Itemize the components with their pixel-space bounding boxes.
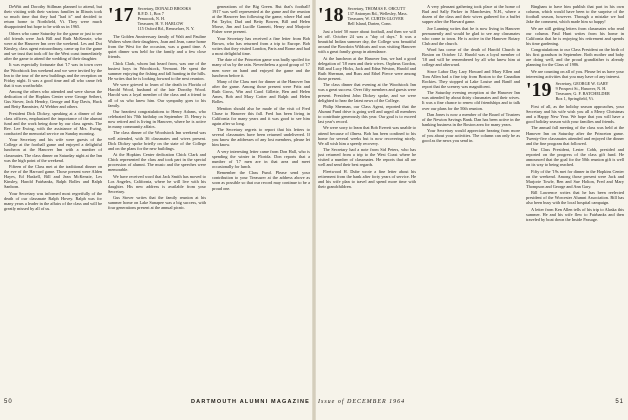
paragraph: Your Secretary would appreciate hearing from more of you about your activities. The column can only be as good as the news you send in. (422, 128, 520, 144)
paragraph: Your Secretary and his wife were guests of the College at the football game and enjoyed a delightful luncheon at the Hanover Inn with a number of classmates. The class dinner on Saturday night at the Inn was the high point of the weekend. (4, 137, 102, 163)
paragraph: generations of the Big Green. But that's football! 1917 was well represented at the game and the reunion at the Hanover Inn following the game, where Hal and Pat Taylor, Dud and Betty Bowen, Bill and Helen Morse, Jim and Lucille Gannett, Henry and Marjorie Fisher were present. (212, 4, 310, 35)
paragraph: The class dinner of the Woodstock Inn weekend was well attended, with 36 classmates and wives present. Dick Dickey spoke briefly on the state of the College and on the plans for the new buildings. (108, 130, 206, 151)
right-column-2 (422, 4, 520, 396)
paragraph: Dan Jones is now a member of the Board of Trustees of the Newton Savings Bank. Dan has been active in the banking business in the Boston area for many years. (422, 111, 520, 127)
paragraph: Word has come of the death of Harold Church in Boston on October 12. Harold was a loyal member of '18 and will be remembered by all who knew him at college and afterward. (422, 47, 520, 68)
class-year: '17 (108, 4, 134, 26)
paragraph: The Secretary had a note from Sid Peters, who has just returned from a trip to the West Coast where he visited a number of classmates. He reports that all are well and send their best regards. (318, 147, 416, 168)
paragraph: Your Secretary was informed most regretfully of the death of our classmate Ralph Hovey. Ralph was for many years a leader in the affairs of the class and will be greatly missed by all of us. (4, 190, 102, 211)
right-page (318, 4, 624, 408)
page-number: 50 (4, 399, 13, 405)
paragraph: First of all, as the holiday season approaches, your Secretary and his wife wish you all a Merry Christmas and a Happy New Year. We hope that you will have a good holiday season with your families and friends. (526, 103, 624, 125)
left-column-2 (108, 4, 206, 396)
class-year: '18 (318, 4, 344, 26)
paragraph: The Golden Anniversary family of Walt and Pauline Walters when their daughters, Joan and Jean, came home from the West for the occasion, was a grand time. A quiet dinner was held for the family and a few close friends. (108, 34, 206, 60)
left-footer (4, 396, 310, 408)
paragraph: Our heartiest congratulations to Henry Adams, who celebrated his 70th birthday on September 15. Henry is now retired and is living in Hanover, where he is active in many community affairs. (108, 108, 206, 130)
paragraph: The date of the Princeton game was badly spoiled for many of us by the rain. Nevertheless a good group of '17 men were on hand and enjoyed the game and the luncheon before it. (212, 57, 310, 78)
left-page (4, 4, 310, 408)
right-column-1 (318, 4, 416, 396)
class-heading-1917 (108, 6, 206, 31)
paragraph: Our Class President, Lester Cobb, presided and reported on the progress of the class gift fund. He announced that the goal for the 50th reunion gift is well on its way to being reached. (526, 147, 624, 168)
paragraph: President Dick Dickey, speaking at a dinner of the class officers, emphasized the importance of the alumni fund and the work being done by our class agents. The Rev. Lee Ewing, with the assistance of Mrs. Ewing, conducted the memorial service on Sunday morning. (4, 110, 102, 136)
paragraph: The class dinner that evening at the Woodstock Inn was a great success. Over fifty members and guests were present. President John Dickey spoke, and we were delighted to hear the latest news of the College. (318, 82, 416, 103)
paragraph: Philip Sherman, our Class Agent, reported that the Alumni Fund drive is going well and urged all members to contribute generously this year. Our goal is to exceed last year's record. (318, 103, 416, 125)
paragraph: We are counting on all of you. Please let us have your interesting activities that you may have of any interest. (526, 68, 624, 79)
class-officers: Secretary, THOMAS E. ORCUTT 137 Antonym Rd., Wellesley, Mass. Treasurer, W. CURTIS GLOVER Bell Island, Darien, Conn. (347, 6, 408, 26)
page-number: 51 (615, 399, 624, 405)
paragraph: The annual fall meeting of the class was held at the Hanover Inn on Saturday after the Princeton game. Twenty-five classmates attended and enjoyed the dinner and the fine program that followed. (526, 125, 624, 146)
class-heading-1919 (526, 78, 624, 101)
paragraph: Congratulations to our Class President on the birth of his first grandson in September. Both mother and baby are doing well, and the proud grandfather is already planning for the Class of 1986. (526, 47, 624, 68)
paragraph: We were grieved to learn of the death in Florida of Harold Wood, husband of the late Dorothy Wood. Harold was a loyal member of the class and a friend to all of us who knew him. Our sympathy goes to his family. (108, 82, 206, 108)
paragraph: DeWitt and Dorothy Stillman planned to attend, but their visiting with their various families in Illinois took so much time that they had "had it" and decided to return home to Northfield, Vt. They were much disappointed but hope to be with us in 1965. (4, 4, 102, 30)
paragraph: We are still getting letters from classmates who read our column. Paul Hunt writes from his home in California that he is enjoying his retirement and spends his time gardening. (526, 25, 624, 46)
issue-date: Issue of DECEMBER 1964 (318, 399, 406, 405)
paragraph: Fleetwood H. Dube wrote a fine letter about his retirement from the bank after forty years of service. He and his wife plan to travel and spend more time with their grandchildren. (318, 168, 416, 189)
paragraph: At the Hopkins Center dedication Chick Clark and Chick represented the class and took part in the special procession of alumni. The music and the speeches were memorable. (108, 152, 206, 173)
right-column-3 (526, 4, 624, 396)
paragraph: Chick Clark, whom last heard from, was one of the busiest boys in Woodstock, Vermont. He spent the summer enjoying the fishing and fall hunting in the hills. He writes that he is looking forward to the next reunion. (108, 60, 206, 81)
paragraph: A very interesting letter came from Don Hall, who is spending the winter in Florida. Don reports that a number of '17 men are in that area and meet occasionally for lunch. (212, 148, 310, 169)
magazine-name: DARTMOUTH ALUMNI MAGAZINE (190, 399, 310, 405)
class-heading-1918 (318, 6, 416, 26)
paragraph: The Saturday evening reception at the Hanover Inn was attended by about thirty classmates and their wives. It was a fine chance to renew old friendships and to talk over our plans for the 50th reunion. (422, 90, 520, 111)
paragraph: Gus Stover writes that the family reunion at his summer home on Lake Sunapee was a big success, with four generations present at the annual picnic. (108, 195, 206, 211)
paragraph: Bill Lawrence writes that he has been reelected president of the Worcester Alumni Association. Bill has also been busy with the local hospital campaign. (526, 190, 624, 206)
paragraph: The Secretary regrets to report that his letters to several classmates have been returned undelivered. If you know the addresses of any lost members, please let him know. (212, 127, 310, 148)
paragraph: Since Labor Day Lary Howard and Mary Ellen and Tom Allen had a fine trip from Boston to the Canadian Rockies. They stopped at Lake Louise and Banff and report that the scenery was magnificent. (422, 68, 520, 89)
paragraph: Fifteen of the Class met at the traditional dinner on the eve of the Harvard game. Those present were Alden Hayes, Ed Haskell, Bill and Jean McKenzie, Les Kinsley, Harold Fairbanks, Ralph Bolles and Ralph Sanborn. (4, 163, 102, 190)
paragraph: Just a brief 50 more about football, and then we will let off. October 24 was a "day of days." It was a beautiful Indian summer day, the College was beautiful around the Bowdoin Wildcats and was visiting Hanover with a great family group in attendance. (318, 29, 416, 55)
paragraph: Many of the Class met for dinner at the Hanover Inn after the game. Among those present were Fritz and Ruth Gross, Win and Carol Gillette, Ben and Helen Ames, Bob and Mary Cotter and Ralph and Helen Bolles. (212, 78, 310, 105)
paragraph: At the luncheon at the Hanover Inn, we had a good delegation of '18 men and their wives. Orpheus Gordon, Bill and Lucy Hicks, Jack and Edna Weston, Harold and Ruth Sherman, and Russ and Ethel Pierce were among those present. (318, 55, 416, 82)
left-column-1 (4, 4, 102, 396)
class-officers: Secretary, GEORGE W. GARY 9 Prospect St., Hanover, N. H. Treasurer, G. F. BATCHELDER Box 1, Springfield, Vt. (555, 80, 610, 101)
paragraph: We were sorry to learn that Bob Everett was unable to attend because of illness. Bob has been confined to his home for several weeks but is now recovering nicely. We all wish him a speedy recovery. (318, 125, 416, 146)
paragraph: Others who came Saturday for the game or just to see old friends were Jack Bill and Ruth McKenzie, who were at the Hanover Inn over the weekend. Les and Dot Kinsley, class agent extraordinary, came up for the game and we trust that took off for the West coast immediately after the game to attend the wedding of their daughter. (4, 30, 102, 62)
paragraph: Fifty of the '19s met for dinner in the Hopkins Center on the weekend. Among those present were Jack and Marjorie Towle, Ben and Sue Holton, Fred and Mary Thompson and George and Ann Gary. (526, 168, 624, 189)
left-column-3 (212, 4, 310, 396)
page-gutter (312, 0, 316, 420)
paragraph: Your Secretary has received a fine letter from Bob Brown, who has returned from a trip to Europe. Bob writes that they visited London, Paris and Rome and had a most delightful time. (212, 35, 310, 57)
class-year: '19 (526, 78, 552, 101)
paragraph: Joe Lanning writes that he is now living in Hanover permanently and would be glad to see any classmates who come to town. He is active in the Hanover Rotary Club and the church. (422, 25, 520, 46)
paragraph: It was especially fortunate that '17 was in town over the Woodstock Inn weekend and we were invited by the Inn to the tour of the new buildings and the reception on Friday night. It was a good time and all who came felt that it was worthwhile. (4, 62, 102, 88)
right-footer (318, 396, 624, 408)
class-officers: Secretary, DONALD BROOKS R.F.D. 1, Box 7 Penacook, N. H. Treasurer, H. V. HARLOW 115 Oxford Rd., Rensselaer, N. Y. (137, 6, 195, 31)
paragraph: We have received word that Jack Smith has moved to Los Angeles, California, where he will live with his daughter. His new address is available from your Secretary. (108, 173, 206, 194)
paragraph: A very pleasant gathering took place at the home of Bud and Sally Parker in Manchester, N.H., where a dozen of the class and their wives gathered for a buffet supper after the Harvard game. (422, 4, 520, 25)
paragraph: Among the others who attended and were shown the dedication of the Hopkins Center were George Seibert, Gus Stover, Jack Hendry, George and Kay Davis, Huck and Betty Bannister, Al Webber and others. (4, 89, 102, 110)
paragraph: Bingham to have him publish that part in his own column, which would have been to the surprise of the football season, however. Through a mistake we had Jake the comment, which made him so happy! (526, 4, 624, 25)
paragraph: Remember the Class Fund. Please send your contribution to your Treasurer at the address above as soon as possible so that our record may continue to be a proud one. (212, 170, 310, 191)
paragraph: A letter from Ken Allen tells of his trip to Alaska this summer. He and his wife flew to Fairbanks and then traveled by boat down the Inside Passage. (526, 206, 624, 222)
paragraph: Mention should also be made of the visit of Fred Chase to Hanover this fall. Fred has been living in California for many years and it was good to see him again after so long. (212, 105, 310, 126)
